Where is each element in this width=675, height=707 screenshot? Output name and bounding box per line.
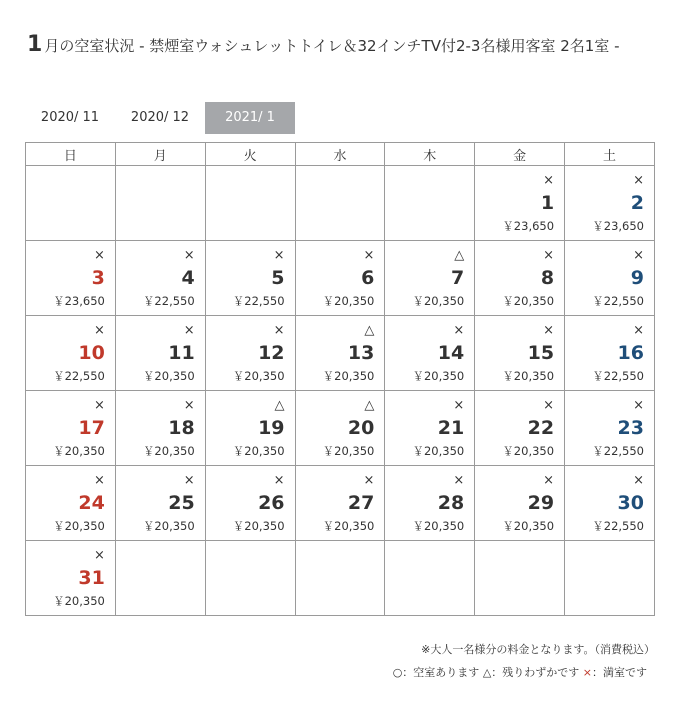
calendar-day-cell[interactable] <box>385 391 475 466</box>
day-number: 6 <box>361 267 375 289</box>
availability-mark: △ <box>364 398 375 413</box>
day-number: 29 <box>527 492 555 514</box>
calendar-day-cell[interactable] <box>475 241 565 316</box>
calendar-day-cell[interactable] <box>26 316 116 391</box>
availability-mark: × <box>363 248 375 263</box>
availability-mark: × <box>543 323 555 338</box>
calendar-day-cell[interactable] <box>115 466 205 541</box>
tab-2020-11[interactable]: 2020/ 11 <box>40 110 100 125</box>
calendar-day-cell[interactable] <box>295 241 385 316</box>
calendar-day-cell[interactable] <box>565 316 655 391</box>
day-number: 30 <box>617 492 644 514</box>
availability-mark: × <box>633 398 644 413</box>
calendar-empty-cell <box>385 166 475 241</box>
calendar-day-cell[interactable] <box>115 241 205 316</box>
day-price: ￥20,350 <box>53 444 105 458</box>
availability-mark: × <box>543 173 555 188</box>
calendar-day-cell[interactable] <box>205 391 295 466</box>
day-price: ￥22,550 <box>232 294 285 308</box>
calendar-empty-cell <box>115 541 205 616</box>
weekday-sat: 土 <box>565 143 655 166</box>
calendar-day-cell[interactable] <box>115 391 205 466</box>
calendar-empty-cell <box>205 541 295 616</box>
availability-legend <box>393 664 647 680</box>
calendar-day-cell[interactable] <box>26 541 116 616</box>
weekday-fri: 金 <box>475 143 565 166</box>
calendar-empty-cell <box>115 166 205 241</box>
day-number: 11 <box>168 342 195 364</box>
page-title <box>27 30 657 61</box>
day-price: ￥20,350 <box>322 369 375 383</box>
day-number: 27 <box>347 492 375 514</box>
calendar-empty-cell <box>295 541 385 616</box>
day-number: 28 <box>437 492 465 514</box>
day-price: ￥20,350 <box>502 444 555 458</box>
legend-full-mark: × <box>582 666 592 679</box>
weekday-wed: 水 <box>295 143 385 166</box>
tab-2021-01[interactable]: 2021/ 1 <box>205 102 295 134</box>
availability-mark: △ <box>274 398 285 413</box>
day-price: ￥22,550 <box>142 294 195 308</box>
day-price: ￥20,350 <box>53 594 105 608</box>
day-number: 10 <box>78 342 105 364</box>
day-price: ￥20,350 <box>502 369 555 383</box>
day-number: 16 <box>617 342 644 364</box>
day-price: ￥20,350 <box>232 369 285 383</box>
calendar-empty-cell <box>205 166 295 241</box>
day-price: ￥20,350 <box>322 519 375 533</box>
calendar-day-cell[interactable] <box>115 316 205 391</box>
calendar-day-cell[interactable] <box>565 166 655 241</box>
day-number: 5 <box>271 267 285 289</box>
day-price: ￥20,350 <box>412 294 465 308</box>
weekday-tue: 火 <box>205 143 295 166</box>
calendar-day-cell[interactable] <box>295 316 385 391</box>
legend-few: △：残りわずかです <box>482 666 580 679</box>
day-price: ￥20,350 <box>142 444 195 458</box>
day-price: ￥20,350 <box>502 519 555 533</box>
calendar-empty-cell <box>385 541 475 616</box>
day-price: ￥20,350 <box>412 519 465 533</box>
calendar-day-cell[interactable] <box>475 391 565 466</box>
availability-mark: × <box>543 398 555 413</box>
day-price: ￥22,550 <box>592 294 644 308</box>
day-number: 13 <box>347 342 375 364</box>
day-price: ￥20,350 <box>53 519 105 533</box>
availability-mark: △ <box>454 248 465 263</box>
day-number: 1 <box>540 192 555 214</box>
calendar-empty-cell <box>565 541 655 616</box>
availability-mark: × <box>183 248 195 263</box>
day-price: ￥20,350 <box>232 519 285 533</box>
day-number: 19 <box>258 417 285 439</box>
weekday-sun: 日 <box>26 143 116 166</box>
day-number: 3 <box>91 267 105 289</box>
availability-mark: × <box>183 323 195 338</box>
calendar-day-cell[interactable] <box>205 316 295 391</box>
availability-mark: × <box>453 473 465 488</box>
availability-mark: × <box>453 323 465 338</box>
day-number: 4 <box>181 267 195 289</box>
day-price: ￥20,350 <box>322 294 375 308</box>
calendar-day-cell[interactable] <box>475 466 565 541</box>
availability-calendar <box>25 142 655 616</box>
day-price: ￥23,650 <box>53 294 105 308</box>
availability-mark: × <box>183 473 195 488</box>
day-number: 24 <box>78 492 105 514</box>
calendar-day-cell[interactable] <box>295 466 385 541</box>
month-tabs <box>25 102 295 134</box>
availability-mark: × <box>273 248 285 263</box>
day-price: ￥23,650 <box>592 219 644 233</box>
calendar-day-cell[interactable] <box>295 391 385 466</box>
availability-mark: × <box>453 398 465 413</box>
availability-mark: × <box>633 473 644 488</box>
availability-mark: × <box>633 248 644 263</box>
day-number: 15 <box>527 342 555 364</box>
calendar-week-row <box>26 241 655 316</box>
calendar-week-row <box>26 466 655 541</box>
availability-mark: × <box>93 398 105 413</box>
calendar-day-cell[interactable] <box>26 391 116 466</box>
calendar-day-cell[interactable] <box>385 466 475 541</box>
day-number: 18 <box>168 417 195 439</box>
weekday-header-row <box>26 143 655 166</box>
calendar-day-cell[interactable] <box>26 466 116 541</box>
availability-mark: △ <box>364 323 375 338</box>
calendar-week-row <box>26 541 655 616</box>
calendar-day-cell[interactable] <box>205 241 295 316</box>
day-price: ￥22,550 <box>592 444 644 458</box>
calendar-day-cell[interactable] <box>475 166 565 241</box>
tab-2020-12[interactable]: 2020/ 12 <box>130 110 190 125</box>
day-number: 31 <box>78 567 105 589</box>
price-note: ※大人一名様分の料金となります。（消費税込） <box>421 643 655 656</box>
calendar-day-cell[interactable] <box>565 391 655 466</box>
day-number: 12 <box>258 342 285 364</box>
availability-mark: × <box>183 398 195 413</box>
day-price: ￥22,550 <box>53 369 105 383</box>
day-price: ￥20,350 <box>412 444 465 458</box>
day-number: 7 <box>450 267 465 289</box>
day-number: 26 <box>258 492 285 514</box>
availability-mark: × <box>93 323 105 338</box>
calendar-day-cell[interactable] <box>565 241 655 316</box>
day-number: 22 <box>527 417 555 439</box>
calendar-empty-cell <box>475 541 565 616</box>
calendar-day-cell[interactable] <box>565 466 655 541</box>
calendar-empty-cell <box>26 166 116 241</box>
day-price: ￥20,350 <box>322 444 375 458</box>
availability-mark: × <box>93 248 105 263</box>
calendar-day-cell[interactable] <box>475 316 565 391</box>
calendar-week-row <box>26 166 655 241</box>
day-price: ￥20,350 <box>232 444 285 458</box>
day-number: 8 <box>540 267 555 289</box>
day-price: ￥20,350 <box>142 369 195 383</box>
availability-mark: × <box>273 473 285 488</box>
legend-available: ○：空室あります <box>392 666 480 679</box>
availability-mark: × <box>543 248 555 263</box>
calendar-empty-cell <box>295 166 385 241</box>
availability-mark: × <box>93 548 105 563</box>
day-number: 20 <box>347 417 375 439</box>
day-number: 14 <box>437 342 465 364</box>
calendar-day-cell[interactable] <box>205 466 295 541</box>
day-number: 17 <box>78 417 105 439</box>
availability-mark: × <box>273 323 285 338</box>
weekday-mon: 月 <box>115 143 205 166</box>
availability-mark: × <box>633 173 644 188</box>
day-price: ￥22,550 <box>592 519 644 533</box>
day-number: 23 <box>617 417 644 439</box>
calendar-day-cell[interactable] <box>385 241 475 316</box>
availability-mark: × <box>93 473 105 488</box>
day-price: ￥20,350 <box>142 519 195 533</box>
day-price: ￥22,550 <box>592 369 644 383</box>
availability-mark: × <box>363 473 375 488</box>
calendar-day-cell[interactable] <box>385 316 475 391</box>
day-number: 2 <box>630 192 644 214</box>
calendar-body <box>26 166 655 616</box>
availability-mark: × <box>543 473 555 488</box>
day-price: ￥20,350 <box>412 369 465 383</box>
day-price: ￥20,350 <box>502 294 555 308</box>
availability-mark: × <box>633 323 644 338</box>
title-month-number: 1 <box>27 32 43 57</box>
legend-full: ：満室です <box>592 666 647 679</box>
title-text: 月の空室状況 - 禁煙室ウォシュレットトイレ＆32インチTV付2-3名様用客室 2名1室 - <box>44 37 620 55</box>
calendar-day-cell[interactable] <box>26 241 116 316</box>
day-number: 21 <box>437 417 465 439</box>
calendar-week-row <box>26 391 655 466</box>
weekday-thu: 木 <box>385 143 475 166</box>
day-price: ￥23,650 <box>502 219 555 233</box>
day-number: 25 <box>168 492 195 514</box>
calendar-week-row <box>26 316 655 391</box>
day-number: 9 <box>630 267 644 289</box>
